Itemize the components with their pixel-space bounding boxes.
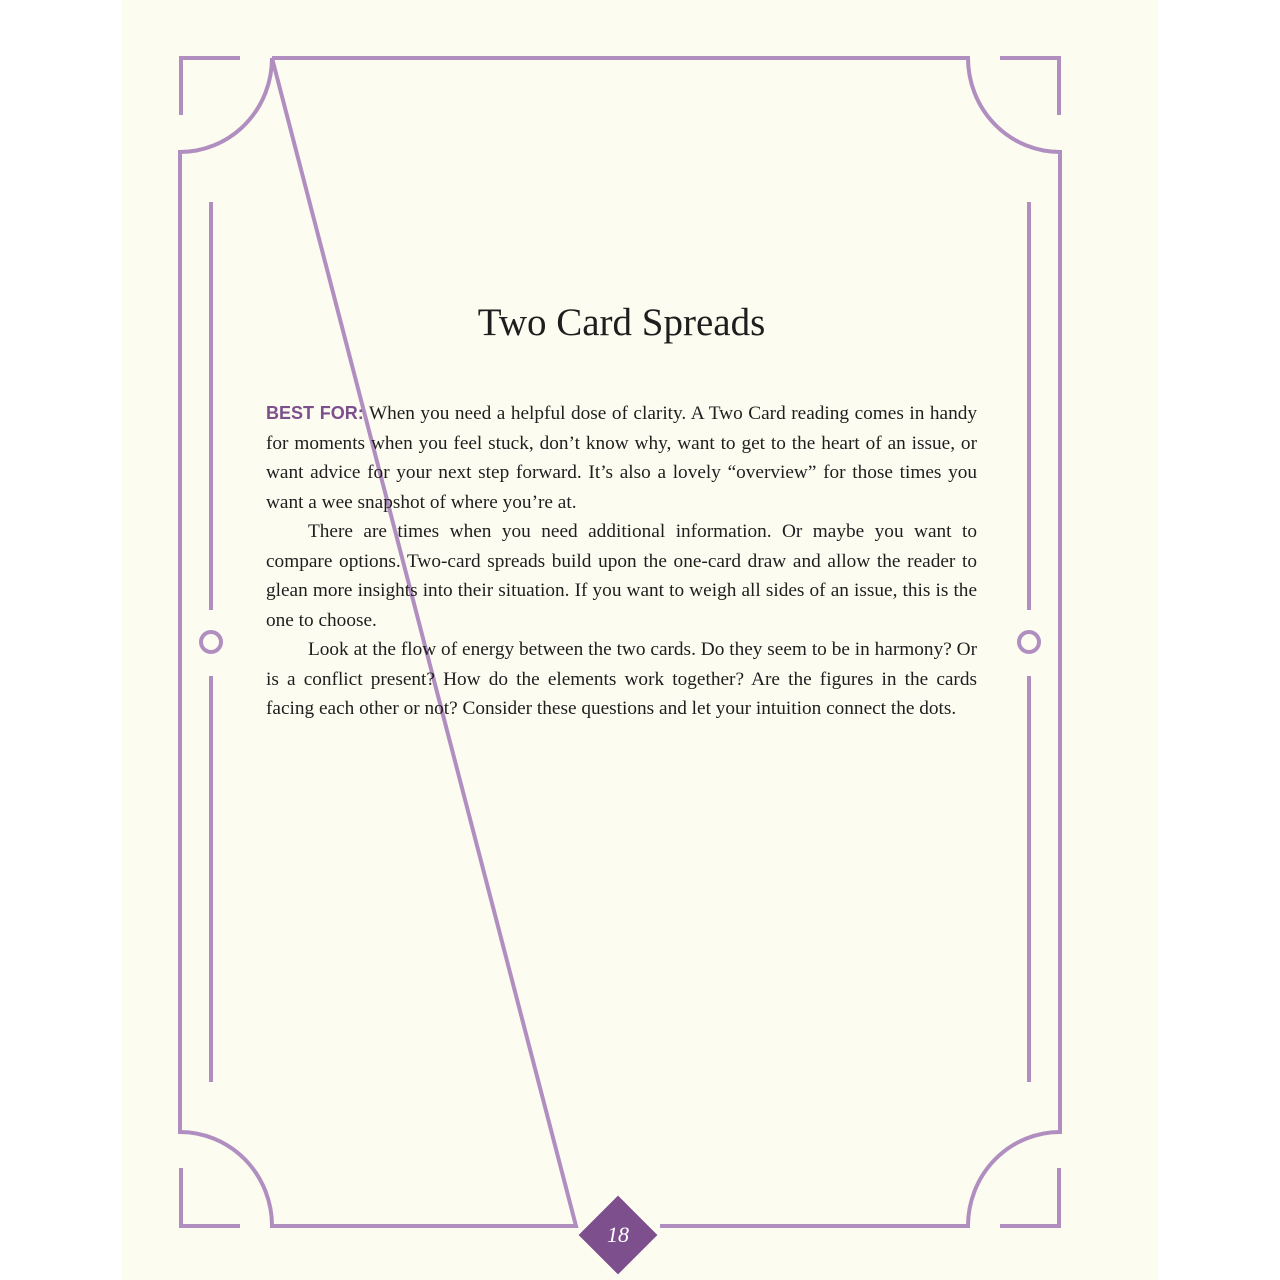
corner-bracket-bottom-right [1000, 1168, 1059, 1226]
corner-bracket-top-right [1000, 58, 1059, 115]
corner-bracket-bottom-left [181, 1168, 240, 1226]
page-title: Two Card Spreads [477, 301, 766, 344]
paragraph-2: There are times when you need additional information. Or maybe you want to compare options. Two-card spreads build upon the one-card draw and allow the reader to glean more insights into their situation. If you want to weigh all sides of an issue, this is the one to choose. [266, 521, 977, 631]
best-for-paragraph [266, 399, 977, 517]
paragraph-3: Look at the flow of energy between the two cards. Do they seem to be in harmony? Or is a conflict present? How do the elements work together? Are the figures in the cards facing each other or not? Consider these questions and let your intuition connect the dots. [266, 639, 977, 719]
best-for-text: When you need a helpful dose of clarity. A Two Card reading comes in handy for moments when you feel stuck, don’t know why, want to get to the heart of an issue, or want advice for your next step forward. It’s also a lovely “overview” for those times you want a wee snapshot of where you’re at. [266, 403, 977, 513]
ornament-circle-right [1019, 632, 1039, 652]
page-number: 18 [607, 1222, 629, 1247]
body-text [266, 399, 977, 724]
ornament-circle-left [201, 632, 221, 652]
corner-bracket-top-left [181, 58, 240, 115]
best-for-label: BEST FOR: [266, 403, 364, 423]
